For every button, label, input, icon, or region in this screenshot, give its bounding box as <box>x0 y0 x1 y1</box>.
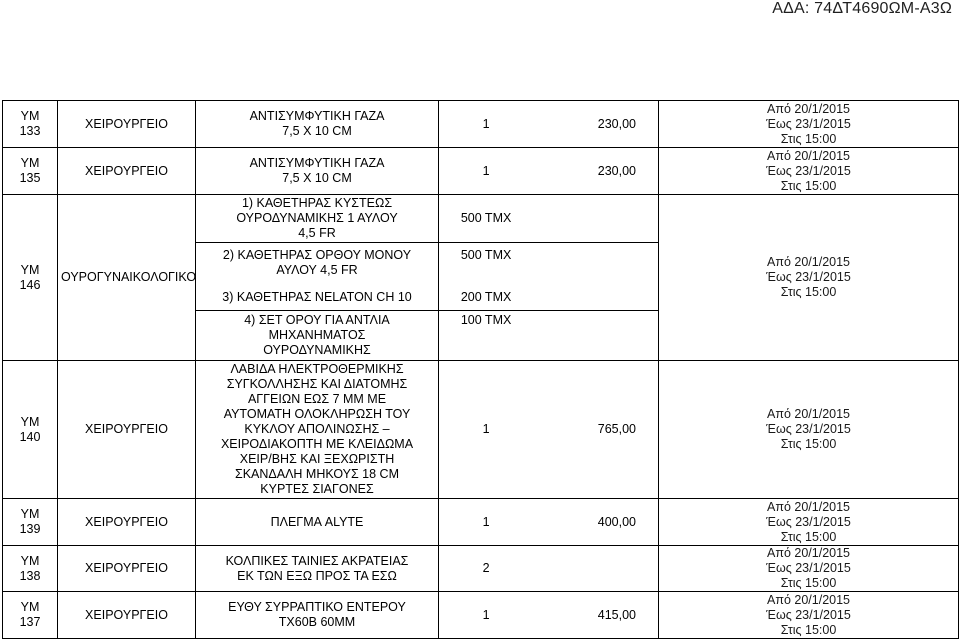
table-row <box>3 101 959 148</box>
item-description: ΑΝΤΙΣΥΜΦΥΤΙΚΗ ΓΑΖΑ 7,5 Χ 10 CM <box>196 148 439 195</box>
item-code: ΥΜ 135 <box>3 148 58 195</box>
item-code: ΥΜ 139 <box>3 499 58 546</box>
table-row <box>3 195 959 243</box>
quantity: 100 ΤΜΧ <box>460 313 512 327</box>
deadline: Από 20/1/2015 Έως 23/1/2015 Στις 15:00 <box>659 101 959 148</box>
ada-header: ΑΔΑ: 74ΔΤ4690ΩΜ-Α3Ω <box>772 0 952 17</box>
item-description: ΚΟΛΠΙΚΕΣ ΤΑΙΝΙΕΣ ΑΚΡΑΤΕΙΑΣ ΕΚ ΤΩΝ ΕΞΩ ΠΡΟΣ ΤΑ ΕΣΩ <box>196 546 439 592</box>
item-description: ΕΥΘΥ ΣΥΡΡΑΠΤΙΚΟ ΕΝΤΕΡΟΥ TX60B 60MM <box>196 592 439 639</box>
department: ΧΕΙΡΟΥΡΓΕΙΟ <box>58 592 196 639</box>
deadline: Από 20/1/2015 Έως 23/1/2015 Στις 15:00 <box>659 195 959 361</box>
price: 415,00 <box>597 607 636 622</box>
quantity: 1 <box>482 116 490 131</box>
department: ΧΕΙΡΟΥΡΓΕΙΟ <box>58 361 196 499</box>
quantity-price <box>439 243 659 311</box>
item-code: ΥΜ 138 <box>3 546 58 592</box>
quantity: 500 ΤΜΧ <box>460 211 512 225</box>
quantity-price <box>439 311 659 361</box>
department: ΧΕΙΡΟΥΡΓΕΙΟ <box>58 499 196 546</box>
item-code: ΥΜ 146 <box>3 195 58 361</box>
table-row <box>3 592 959 639</box>
item-description: ΑΝΤΙΣΥΜΦΥΤΙΚΗ ΓΑΖΑ 7,5 Χ 10 CM <box>196 101 439 148</box>
price: 230,00 <box>597 163 636 178</box>
table-row <box>3 499 959 546</box>
item-code: ΥΜ 137 <box>3 592 58 639</box>
deadline: Από 20/1/2015 Έως 23/1/2015 Στις 15:00 <box>659 361 959 499</box>
price: 765,00 <box>597 422 636 436</box>
item-description: ΛΑΒΙΔΑ ΗΛΕΚΤΡΟΘΕΡΜΙΚΗΣ ΣΥΓΚΟΛΛΗΣΗΣ ΚΑΙ ΔΙΑΤΟΜΗΣ ΑΓΓΕΙΩΝ ΕΩΣ 7 ΜΜ ΜΕ ΑΥΤΟΜΑΤΗ ΟΛΟΚΛΗΡΩΣΗ ΤΟΥ ΚΥΚΛΟΥ ΑΠΟΛΙΝΩΣΗΣ – ΧΕΙΡΟΔΙΑΚΟΠΤΗ ΜΕ ΚΛΕΙΔΩΜΑ ΧΕΙΡ/ΒΗΣ ΚΑΙ ΞΕΧΩΡΙΣΤΗ ΣΚΑΝΔΑΛΗ ΜΗΚΟΥΣ 18 CM ΚΥΡΤΕΣ ΣΙΑΓΟΝΕΣ <box>196 361 439 499</box>
table-row <box>3 361 959 499</box>
department: ΧΕΙΡΟΥΡΓΕΙΟ <box>58 546 196 592</box>
quantity: 1 <box>482 607 490 622</box>
price: 400,00 <box>597 514 636 529</box>
quantity: 1 <box>482 163 490 178</box>
quantity-price <box>439 499 659 546</box>
quantity-price <box>439 546 659 592</box>
quantity-price <box>439 592 659 639</box>
quantity: 1 <box>482 514 490 529</box>
quantity: 1 <box>482 422 490 436</box>
quantity-price <box>439 148 659 195</box>
deadline: Από 20/1/2015 Έως 23/1/2015 Στις 15:00 <box>659 148 959 195</box>
procurement-table <box>2 100 959 639</box>
quantity: 500 ΤΜΧ 200 ΤΜΧ <box>460 248 512 304</box>
quantity-price <box>439 195 659 243</box>
item-description: 2) ΚΑΘΕΤΗΡΑΣ ΟΡΘΟΥ ΜΟΝΟΥ ΑΥΛΟΥ 4,5 FR 3) ΚΑΘΕΤΗΡΑΣ NELATON CH 10 <box>196 243 439 311</box>
deadline: Από 20/1/2015 Έως 23/1/2015 Στις 15:00 <box>659 592 959 639</box>
table-row <box>3 148 959 195</box>
item-description: 1) ΚΑΘΕΤΗΡΑΣ ΚΥΣΤΕΩΣ ΟΥΡΟΔΥΝΑΜΙΚΗΣ 1 ΑΥΛΟΥ 4,5 FR <box>196 195 439 243</box>
item-description: ΠΛΕΓΜΑ ALYTE <box>196 499 439 546</box>
item-description: 4) ΣΕΤ ΟΡΟΥ ΓΙΑ ΑΝΤΛΙΑ ΜΗΧΑΝΗΜΑΤΟΣ ΟΥΡΟΔΥΝΑΜΙΚΗΣ <box>196 311 439 361</box>
deadline: Από 20/1/2015 Έως 23/1/2015 Στις 15:00 <box>659 546 959 592</box>
price: 230,00 <box>597 116 636 131</box>
item-code: ΥΜ 140 <box>3 361 58 499</box>
deadline: Από 20/1/2015 Έως 23/1/2015 Στις 15:00 <box>659 499 959 546</box>
department: ΧΕΙΡΟΥΡΓΕΙΟ <box>58 101 196 148</box>
table-row <box>3 546 959 592</box>
department: ΟΥΡΟΓΥΝΑΙΚΟΛΟΓΙΚΟ <box>58 195 196 361</box>
department: ΧΕΙΡΟΥΡΓΕΙΟ <box>58 148 196 195</box>
quantity: 2 <box>482 561 490 575</box>
quantity-price <box>439 101 659 148</box>
quantity-price <box>439 361 659 499</box>
item-code: ΥΜ 133 <box>3 101 58 148</box>
